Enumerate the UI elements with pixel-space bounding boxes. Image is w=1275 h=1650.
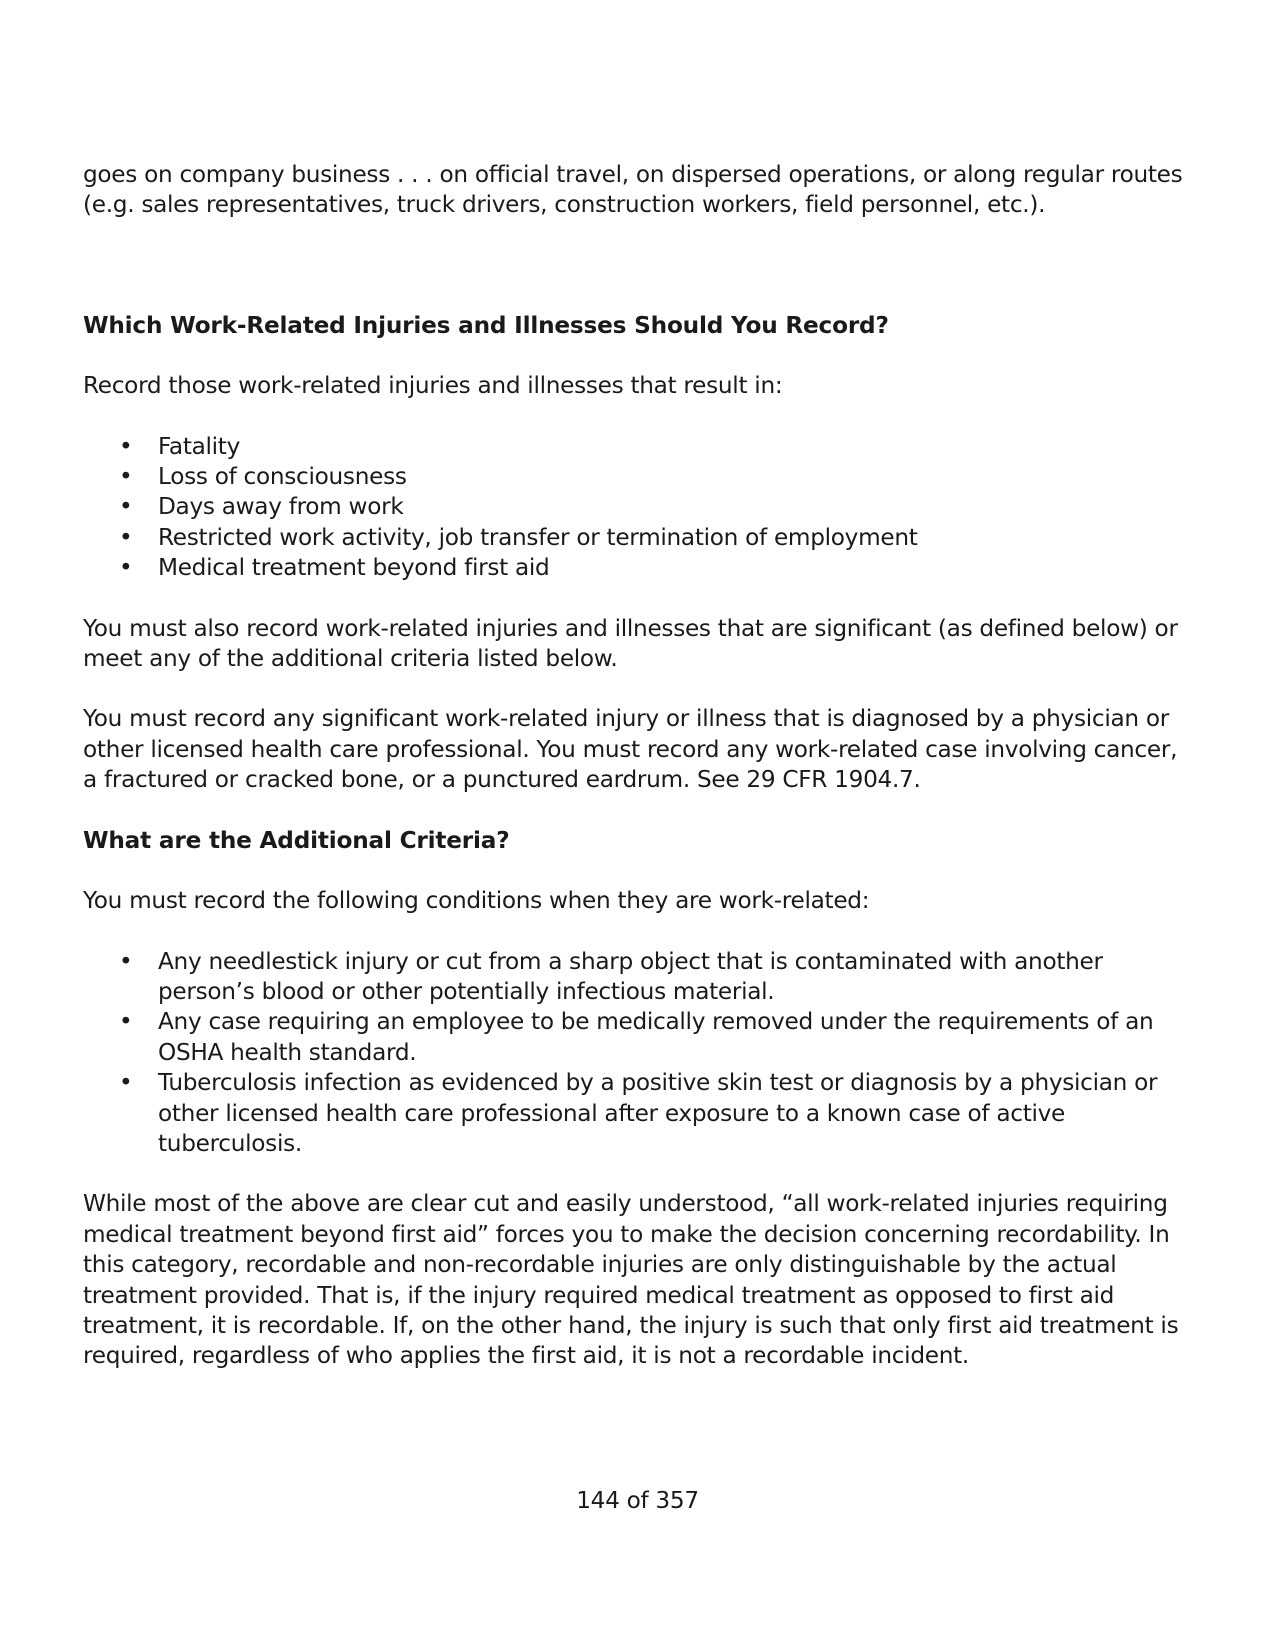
- section-heading-record: Which Work-Related Injuries and Illnesses Should You Record?: [83, 311, 889, 339]
- list-item: • Loss of consciousness: [83, 462, 1193, 492]
- diagnosis-paragraph: You must record any significant work-related injury or illness that is diagnosed by a physician or other licensed health care professional. You must record any work-related case involving cancer, a fractured or cracked bone, or a punctured eardrum. See 29 CFR 1904.7.: [83, 705, 1178, 794]
- significant-paragraph: You must also record work-related injuries and illnesses that are significant (as defined below) or meet any of the additional criteria listed below.: [83, 614, 1178, 673]
- spacer: [83, 221, 1193, 311]
- spacer: [83, 584, 1193, 614]
- continuation-paragraph: goes on company business . . . on official travel, on dispersed operations, or along regular routes (e.g. sales representatives, truck drivers, construction workers, field personnel, etc.).: [83, 161, 1183, 219]
- record-criteria-list: [83, 432, 1193, 584]
- list-item: • Restricted work activity, job transfer or termination of employment: [83, 523, 1193, 553]
- closing-paragraph: While most of the above are clear cut and easily understood, “all work-related injuries requiring medical treatment beyond first aid” forces you to make the decision concerning recordability. In this category, recordable and non-recordable injuries are only distinguishable by the actual treatment provided. That is, if the injury required medical treatment as opposed to first aid treatment, it is recordable. If, on the other hand, the injury is such that only first aid treatment is required, regardless of who applies the first aid, it is not a recordable incident.: [83, 1190, 1179, 1370]
- list-item: • Any case requiring an employee to be medically removed under the requirements of an OSHA health standard.: [83, 1007, 1193, 1068]
- list-item: • Medical treatment beyond first aid: [83, 553, 1193, 583]
- additional-intro-paragraph: You must record the following conditions when they are work-related:: [83, 887, 870, 915]
- list-item: • Tuberculosis infection as evidenced by a positive skin test or diagnosis by a physician or other licensed health care professional after exposure to a known case of active tuberculosis.: [83, 1068, 1193, 1159]
- record-intro-paragraph: Record those work-related injuries and illnesses that result in:: [83, 372, 783, 400]
- spacer: [83, 674, 1193, 704]
- list-item: • Any needlestick injury or cut from a sharp object that is contaminated with another person’s blood or other potentially infectious material.: [83, 947, 1193, 1008]
- document-page: [83, 160, 1193, 1372]
- page-number: 144 of 357: [576, 1487, 699, 1514]
- spacer: [83, 341, 1193, 371]
- spacer: [83, 917, 1193, 947]
- section-heading-additional-criteria: What are the Additional Criteria?: [83, 826, 510, 854]
- spacer: [83, 856, 1193, 886]
- list-item: • Days away from work: [83, 492, 1193, 522]
- spacer: [83, 796, 1193, 826]
- additional-criteria-list: [83, 947, 1193, 1160]
- spacer: [83, 402, 1193, 432]
- list-item: • Fatality: [83, 432, 1193, 462]
- spacer: [83, 1159, 1193, 1189]
